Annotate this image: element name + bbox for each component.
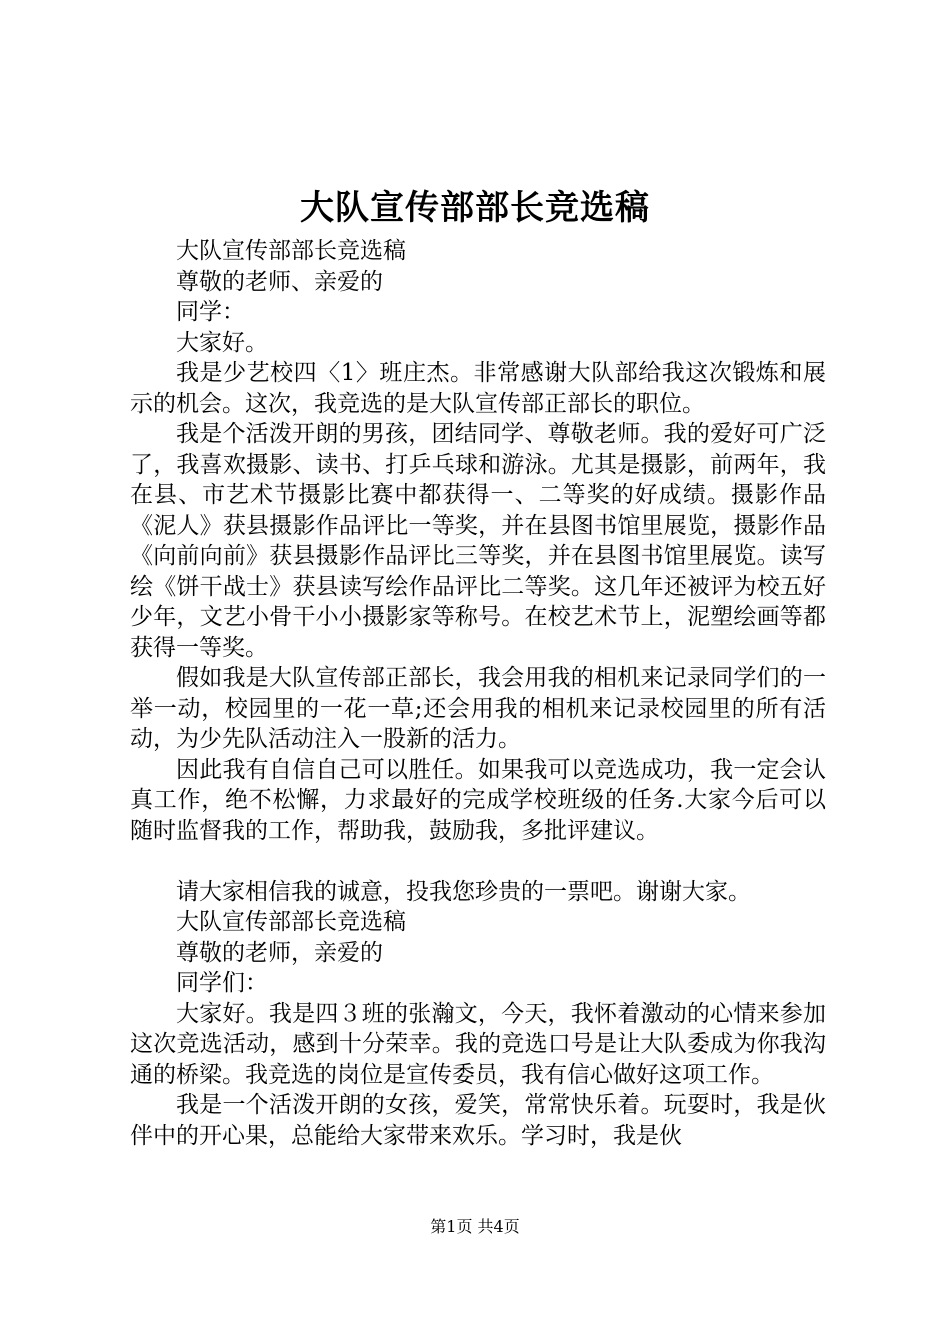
document-body — [130, 236, 826, 1151]
paragraph: 尊敬的老师、亲爱的 — [176, 268, 383, 295]
paragraph: 假如我是大队宣传部正部长，我会用我的相机来记录同学们的一举一动，校园里的一花一草;还会用我的相机来记录校园里的所有活动，为少先队活动注入一股新的活力。 — [130, 665, 826, 752]
page-number: 第1页 共4页 — [430, 1217, 520, 1236]
paragraph: 因此我有自信自己可以胜任。如果我可以竞选成功，我一定会认真工作，绝不松懈，力求最好的完成学校班级的任务.大家今后可以随时监督我的工作，帮助我，鼓励我，多批评建议。 — [130, 756, 826, 844]
paragraph: 我是少艺校四〈1〉班庄杰。非常感谢大队部给我这次锻炼和展示的机会。这次，我竞选的是大队宣传部正部长的职位。 — [130, 360, 826, 417]
paragraph: 我是个活泼开朗的男孩，团结同学、尊敬老师。我的爱好可广泛了，我喜欢摄影、读书、打乒乓球和游泳。尤其是摄影，前两年，我在县、市艺术节摄影比赛中都获得一、二等奖的好成绩。摄影作品《泥人》获县摄影作品评比一等奖，并在县图书馆里展览，摄影作品《向前向前》获县摄影作品评比三等奖，并在县图书馆里展览。读写绘《饼干战士》获县读写绘作品评比二等奖。这几年还被评为校五好少年，文艺小骨干小小摄影家等称号。在校艺术节上，泥塑绘画等都获得一等奖。 — [130, 421, 826, 661]
paragraph: 同学： — [176, 299, 245, 325]
paragraph: 请大家相信我的诚意，投我您珍贵的一票吧。谢谢大家。 — [176, 878, 751, 905]
paragraph: 大家好。我是四３班的张瀚文，今天，我怀着激动的心情来参加这次竞选活动，感到十分荣幸。我的竞选口号是让大队委成为你我沟通的桥梁。我竞选的岗位是宣传委员，我有信心做好这项工作。 — [130, 1000, 826, 1088]
paragraph: 大队宣传部部长竞选稿 — [176, 238, 406, 264]
document-title: 大队宣传部部长竞选稿 — [300, 188, 650, 228]
paragraph: 同学们： — [176, 970, 268, 996]
paragraph: 大队宣传部部长竞选稿 — [176, 909, 406, 935]
paragraph: 我是一个活泼开朗的女孩，爱笑，常常快乐着。玩耍时，我是伙伴中的开心果，总能给大家带来欢乐。学习时，我是伙 — [130, 1092, 826, 1149]
paragraph: 尊敬的老师，亲爱的 — [176, 939, 383, 966]
paragraph: 大家好。 — [176, 329, 268, 356]
